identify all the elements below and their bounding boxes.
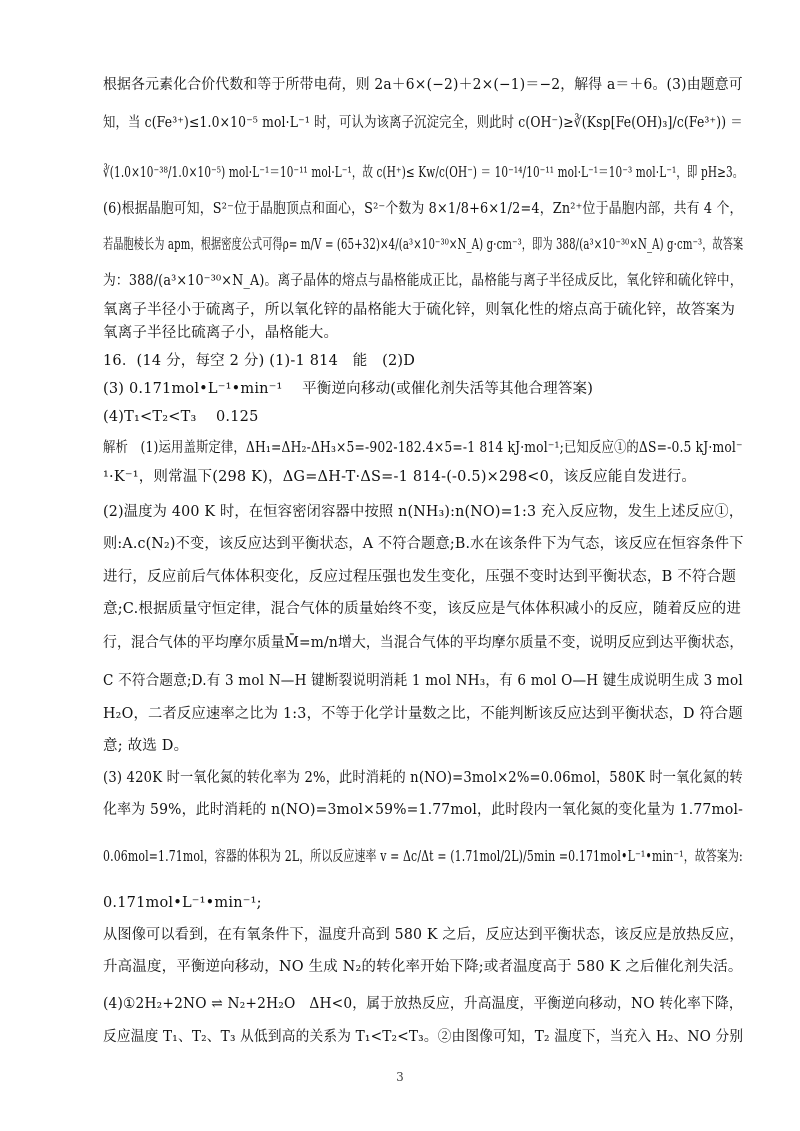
text-line: 氧离子半径小于硫离子，所以氧化锌的晶格能大于硫化锌，则氧化性的熔点高于硫化锌，故答案为	[103, 302, 736, 318]
question-header: 16．(14 分，每空 2 分) (1)-1 814 能 (2)D	[103, 353, 416, 369]
text-line: 化率为 59%，此时消耗的 n(NO)=3mol×59%=1.77mol，此时段内一氧化氮的变化量为 1.77mol-	[103, 802, 744, 818]
text-line: (6)根据晶胞可知，S²⁻位于晶胞顶点和面心，S²⁻个数为 8×1/8+6×1/2=4，Zn²⁺位于晶胞内部，共有 4 个，	[103, 201, 743, 217]
text-line: ∛(1.0×10⁻³⁸/1.0×10⁻⁵) mol·L⁻¹＝10⁻¹¹ mol·L⁻¹，故 c(H⁺)≤ Kw/c(OH⁻) ＝ 10⁻¹⁴/10⁻¹¹ mol·L⁻¹＝10⁻³ mol·L⁻¹，即 pH≥3。	[103, 165, 744, 181]
text-line: 为：388/(a³×10⁻³⁰×N_A)。离子晶体的熔点与晶格能成正比，晶格能与离子半径成反比，氧化锌和硫化锌中，	[103, 273, 743, 289]
text-line: 从图像可以看到，在有氧条件下，温度升高到 580 K 之后，反应达到平衡状态，该反应是放热反应，	[103, 927, 744, 943]
text-line: 升高温度，平衡逆向移动，NO 生成 N₂的转化率开始下降;或者温度高于 580 K 之后催化剂失活。	[103, 959, 743, 975]
text-line: (4)①2H₂+2NO ⇌ N₂+2H₂O ΔH<0，属于放热反应，升高温度，平衡逆向移动，NO 转化率下降，	[103, 996, 743, 1012]
text-line: 根据各元素化合价代数和等于所带电荷，则 2a＋6×(−2)＋2×(−1)＝−2，解得 a＝＋6。(3)由题意可	[103, 77, 743, 93]
text-line: 若晶胞棱长为 apm，根据密度公式可得ρ= m/V = (65+32)×4/(a³×10⁻³⁰×N_A) g·cm⁻³，即为 388/(a³×10⁻³⁰×N_A) g·cm⁻³，故答案	[103, 237, 744, 253]
text-line: 反应温度 T₁、T₂、T₃ 从低到高的关系为 T₁<T₂<T₃。②由图像可知，T₂ 温度下，当充入 H₂、NO 分别	[103, 1029, 744, 1045]
text-line: 意; 故选 D。	[103, 738, 189, 754]
page-number: 3	[396, 1070, 404, 1084]
text-line: 解析 (1)运用盖斯定律，ΔH₁=ΔH₂-ΔH₃×5=-902-182.4×5=-1 814 kJ·mol⁻¹;已知反应①的ΔS=-0.5 kJ·mol⁻	[103, 440, 743, 456]
answer-line: (3) 0.171mol•L⁻¹•min⁻¹ 平衡逆向移动(或催化剂失活等其他合理答案)	[103, 381, 594, 397]
text-line: C 不符合题意;D.有 3 mol N—H 键断裂说明消耗 1 mol NH₃，有 6 mol O—H 键生成说明生成 3 mol	[103, 673, 743, 689]
text-line: 则:A.c(N₂)不变，该反应达到平衡状态，A 不符合题意;B.水在该条件下为气态，该反应在恒容条件下	[103, 536, 744, 552]
answer-line: (4)T₁<T₂<T₃ 0.125	[103, 409, 259, 425]
text-line: H₂O，二者反应速率之比为 1:3，不等于化学计量数之比，不能判断该反应达到平衡状态，D 符合题	[103, 706, 743, 722]
text-line: 氧离子半径比硫离子小，晶格能大。	[103, 325, 339, 341]
text-line: 行，混合气体的平均摩尔质量M̄=m/n增大，当混合气体的平均摩尔质量不变，说明反应到达平衡状态，	[103, 635, 744, 651]
text-line: (2)温度为 400 K 时，在恒容密闭容器中按照 n(NH₃):n(NO)=1:3 充入反应物，发生上述反应①，	[103, 504, 744, 520]
text-line: 意;C.根据质量守恒定律，混合气体的质量始终不变，该反应是气体体积减小的反应，随着反应的进	[103, 601, 742, 617]
text-line: 知，当 c(Fe³⁺)≤1.0×10⁻⁵ mol·L⁻¹ 时，可认为该离子沉淀完全，则此时 c(OH⁻)≥∛(Ksp[Fe(OH)₃]/c(Fe³⁺)) ＝	[103, 115, 743, 131]
text-line: 进行，反应前后气体体积变化，反应过程压强也发生变化，压强不变时达到平衡状态，B 不符合题	[103, 569, 737, 585]
text-line: (3) 420K 时一氧化氮的转化率为 2%，此时消耗的 n(NO)=3mol×2%=0.06mol，580K 时一氧化氮的转	[103, 770, 743, 786]
text-line: 0.06mol=1.71mol，容器的体积为 2L，所以反应速率 v = Δc/Δt = (1.71mol/2L)/5min =0.171mol•L⁻¹•min⁻¹，故答案为:	[103, 849, 743, 865]
text-line: 0.171mol•L⁻¹•min⁻¹;	[103, 895, 262, 911]
text-line: ¹·K⁻¹，则常温下(298 K)，ΔG=ΔH-T·ΔS=-1 814-(-0.5)×298<0，该反应能自发进行。	[103, 469, 697, 485]
